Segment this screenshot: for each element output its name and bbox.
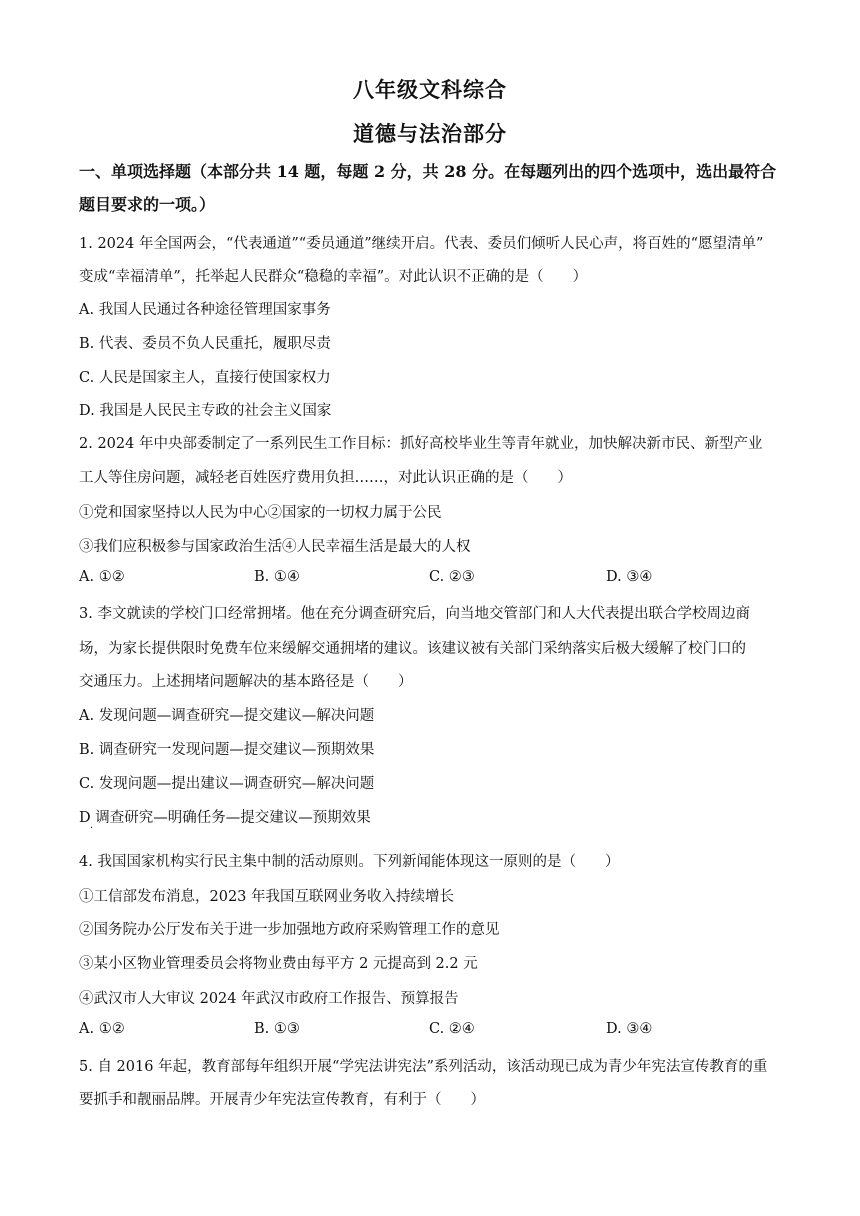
question-3-line-2: 场，为家长提供限时免费车位来缓解交通拥堵的建议。该建议被有关部门采纳落实后极大缓解了校门口的: [79, 641, 746, 657]
stray-dot-mark: ·: [90, 823, 94, 834]
question-4-statement-1: ①工信部发布消息，2023 年我国互联网业务收入持续增长: [79, 889, 455, 905]
question-2-option-b: B. ①④: [254, 569, 300, 585]
question-4-statement-2: ②国务院办公厅发布关于进一步加强地方政府采购管理工作的意见: [79, 922, 500, 938]
question-2-option-a: A. ①②: [79, 569, 125, 585]
question-3-option-c: C. 发现问题—提出建议—调查研究—解决问题: [79, 776, 375, 792]
question-2-option-c: C. ②③: [429, 569, 475, 585]
question-3-line-1: 3. 李文就读的学校门口经常拥堵。他在充分调查研究后，向当地交管部门和人大代表提出联合学校周边商: [79, 606, 750, 622]
question-4-line-1: 4. 我国国家机构实行民主集中制的活动原则。下列新闻能体现这一原则的是（ ）: [79, 854, 620, 870]
question-3-option-b: B. 调查研究一发现问题—提交建议—预期效果: [79, 742, 375, 758]
question-1-option-b: B. 代表、委员不负人民重托，履职尽责: [79, 336, 331, 352]
question-4-option-a: A. ①②: [79, 1021, 125, 1037]
question-1-option-c: C. 人民是国家主人，直接行使国家权力: [79, 370, 331, 386]
question-5-line-2: 要抓手和靓丽品牌。开展青少年宪法宣传教育，有利于（ ）: [79, 1092, 485, 1108]
question-2-line-2: 工人等住房问题，减轻老百姓医疗费用负担……，对此认识正确的是（ ）: [79, 470, 572, 486]
question-4-option-c: C. ②④: [429, 1021, 475, 1037]
question-1-option-a: A. 我国人民通过各种途径管理国家事务: [79, 302, 331, 318]
question-3-option-d: D 调查研究—明确任务—提交建议—预期效果: [79, 810, 371, 826]
question-2-statement-1: ①党和国家坚持以人民为中心②国家的一切权力属于公民: [79, 505, 442, 521]
question-2-statement-2: ③我们应积极参与国家政治生活④人民幸福生活是最大的人权: [79, 539, 471, 555]
page-title: 八年级文科综合: [353, 77, 507, 102]
question-4-option-d: D. ③④: [606, 1021, 653, 1037]
question-1-line-2: 变成“幸福清单”，托举起人民群众“稳稳的幸福”。对此认识不正确的是（ ）: [79, 269, 588, 285]
page-subtitle: 道德与法治部分: [353, 121, 507, 146]
section-heading: 一、单项选择题（本部分共 14 题，每题 2 分，共 28 分。在每题列出的四个选项中，选出最符合题目要求的一项。）: [79, 162, 777, 214]
question-4-statement-3: ③某小区物业管理委员会将物业费由每平方 2 元提高到 2.2 元: [79, 956, 478, 972]
question-3-option-a: A. 发现问题—调查研究—提交建议—解决问题: [79, 708, 375, 724]
question-3-line-3: 交通压力。上述拥堵问题解决的基本路径是（ ）: [79, 674, 413, 690]
question-5-line-1: 5. 自 2016 年起，教育部每年组织开展“学宪法讲宪法”系列活动，该活动现已成为青少年宪法宣传教育的重: [79, 1059, 768, 1075]
question-4-statement-4: ④武汉市人大审议 2024 年武汉市政府工作报告、预算报告: [79, 991, 459, 1007]
question-2-line-1: 2. 2024 年中央部委制定了一系列民生工作目标：抓好高校毕业生等青年就业，加快解决新市民、新型产业: [79, 436, 763, 452]
question-1-option-d: D. 我国是人民民主专政的社会主义国家: [79, 403, 332, 419]
question-1-line-1: 1. 2024 年全国两会，“代表通道”“委员通道”继续开启。代表、委员们倾听人民心声，将百姓的“愿望清单”: [79, 236, 764, 252]
question-4-option-b: B. ①③: [254, 1021, 300, 1037]
question-2-option-d: D. ③④: [606, 569, 653, 585]
